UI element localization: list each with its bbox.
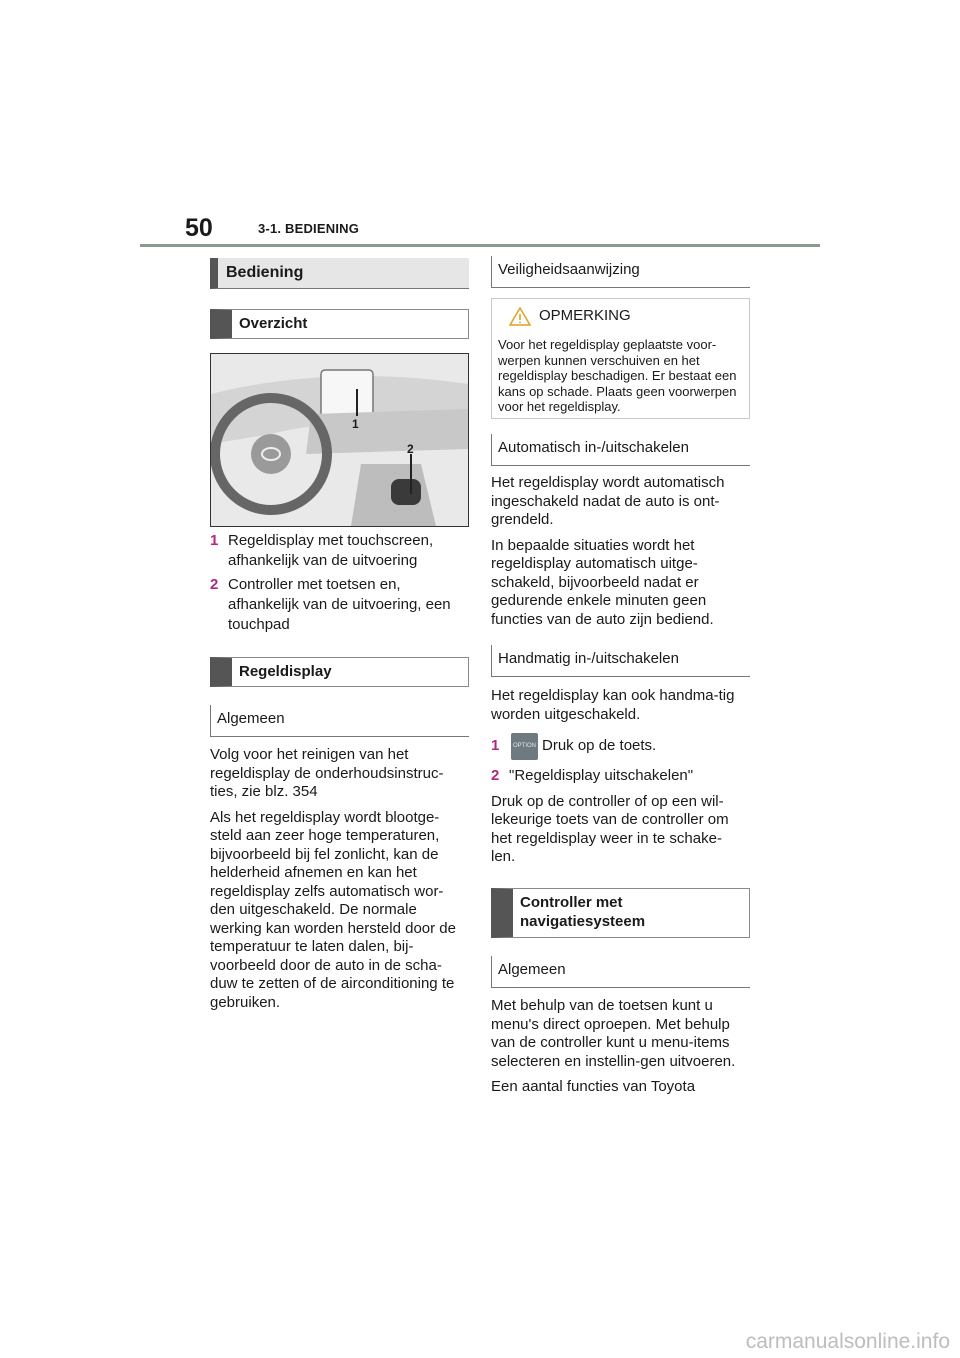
- paragraph: Druk op de controller of op een wil-lekeurige toets van de controller om het regeldisplay weer in te schake-len.: [491, 792, 729, 865]
- subsection-overview: Overzicht: [210, 309, 469, 339]
- page-number: 50: [185, 214, 213, 242]
- legend-number: 1: [210, 532, 219, 549]
- note-text: Voor het regeldisplay geplaatste voor-werpen kunnen verschuiven en het regeldisplay beschadigen. Er bestaat een kans op schade. Plaats geen voorwerpen voor het regeldisplay.: [498, 337, 737, 414]
- paragraph: Volg voor het reinigen van het regeldisplay de onderhoudsinstruc-ties, zie blz. 354: [210, 746, 444, 800]
- callout-2: 2: [407, 442, 414, 456]
- chapter-title: 3-1. BEDIENING: [258, 221, 360, 236]
- step-number: 2: [491, 767, 500, 784]
- callout-1: 1: [352, 417, 359, 431]
- legend-item: [210, 531, 469, 571]
- subheading-manual: Handmatig in-/uitschakelen: [491, 645, 750, 677]
- dashboard-figure: [210, 353, 469, 527]
- subheading-general: Algemeen: [210, 705, 469, 737]
- auto-body: [491, 474, 746, 636]
- section-title: Bediening: [210, 258, 469, 289]
- display-body: [210, 746, 462, 1019]
- subheading-general-right: Algemeen: [491, 956, 750, 988]
- header-rule: [140, 244, 820, 247]
- subheading-auto: Automatisch in-/uitschakelen: [491, 434, 750, 466]
- paragraph: Een aantal functies van Toyota: [491, 1078, 696, 1095]
- note-header: [492, 299, 749, 333]
- legend-text: Controller met toetsen en, afhankelijk van de uitvoering, een touchpad: [228, 576, 451, 633]
- legend-item: [210, 575, 469, 635]
- step-item: [491, 731, 746, 761]
- paragraph: Met behulp van de toetsen kunt u menu's direct oproepen. Met behulp van de controller kunt u menu-items selecteren en instellin-gen uitvoeren.: [491, 997, 736, 1070]
- subsection-display: Regeldisplay: [210, 657, 469, 687]
- warning-triangle-icon: [509, 307, 531, 326]
- controller-body: [491, 997, 746, 1104]
- subsection-controller: Controller met navigatiesysteem: [491, 888, 750, 938]
- watermark: carmanualsonline.info: [745, 1330, 950, 1353]
- figure-legend: [210, 531, 469, 639]
- note-box: [491, 298, 750, 419]
- step-text: "Regeldisplay uitschakelen": [509, 767, 694, 784]
- step-number: 1: [491, 736, 500, 754]
- note-title: OPMERKING: [539, 307, 631, 324]
- paragraph: Het regeldisplay kan ook handma-tig worden uitgeschakeld.: [491, 687, 735, 723]
- paragraph: In bepaalde situaties wordt het regeldisplay automatisch uitge-schakeld, bijvoorbeeld nadat er gedurende enkele minuten geen functies van de auto zijn bediend.: [491, 536, 714, 628]
- legend-text: Regeldisplay met touchscreen, afhankelijk van de uitvoering: [228, 532, 434, 569]
- step-item: [491, 767, 746, 786]
- subheading-safety: Veiligheidsaanwijzing: [491, 256, 750, 288]
- step-text: Druk op de toets.: [542, 736, 657, 754]
- option-key-icon: OPTION: [511, 733, 538, 760]
- legend-number: 2: [210, 576, 219, 593]
- paragraph: Als het regeldisplay wordt blootge-steld aan zeer hoge temperaturen, bijvoorbeeld bij fel zonlicht, kan de helderheid afnemen en kan het regeldisplay zelfs automatisch wor-den uitgeschakeld. De normale werking kan worden hersteld door de temperatuur te laten dalen, bij-voorbeeld door de auto in de scha-duw te zetten of de airconditioning te gebruiken.: [210, 808, 456, 1011]
- paragraph: Het regeldisplay wordt automatisch ingeschakeld nadat de auto is ont-grendeld.: [491, 474, 725, 528]
- dashboard-illustration: [211, 354, 468, 526]
- manual-body: [491, 687, 746, 874]
